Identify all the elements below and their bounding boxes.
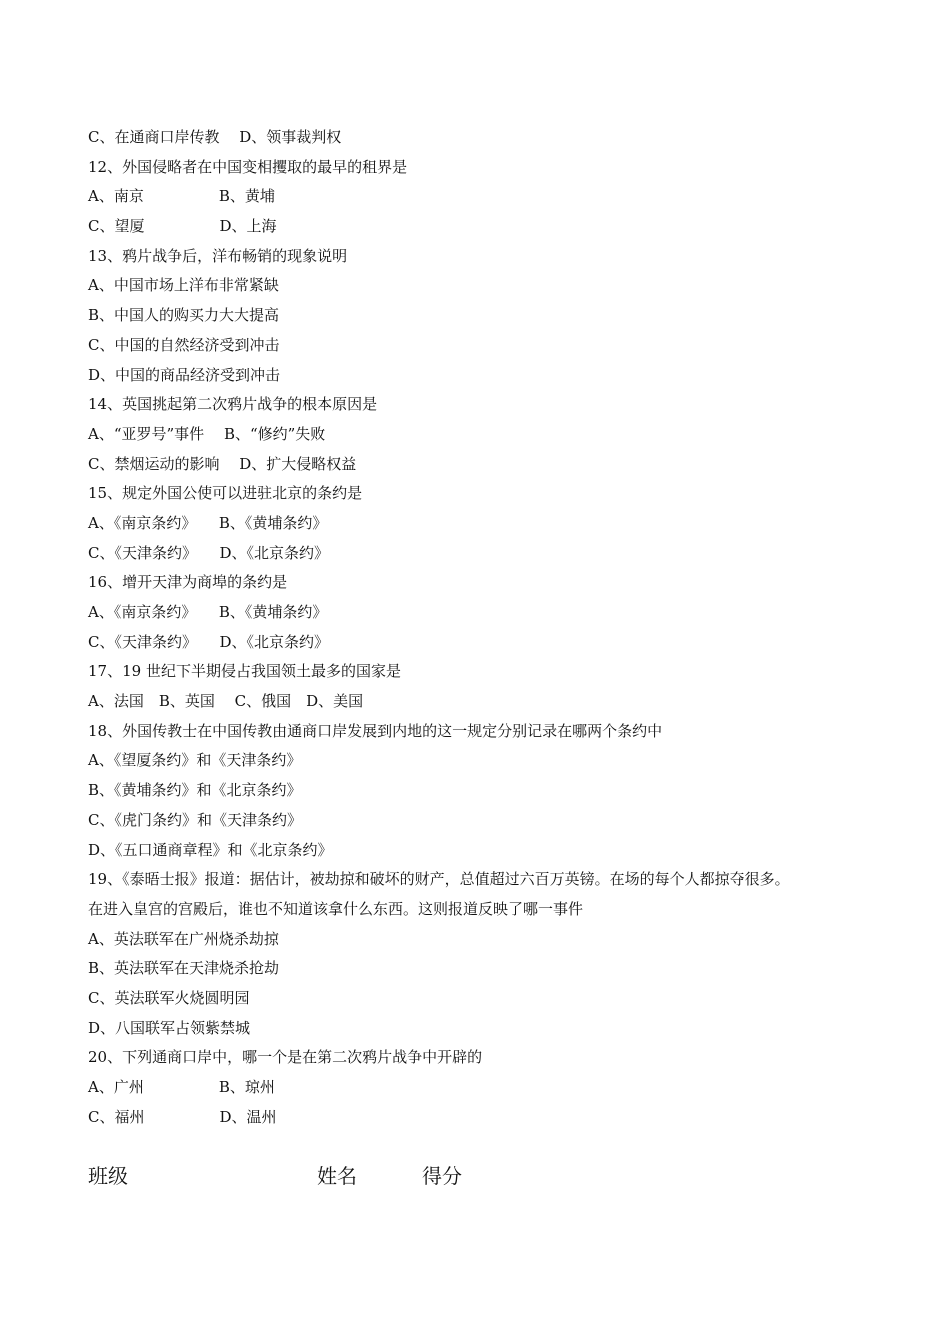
option-line: C、《天津条约》 D、《北京条约》 xyxy=(88,632,330,651)
question-19-continued: 在进入皇宫的宫殿后，谁也不知道该拿什么东西。这则报道反映了哪一事件 xyxy=(88,899,584,918)
option-line: A、广州 B、琼州 xyxy=(88,1078,275,1096)
question-16: 16、增开天津为商埠的条约是 xyxy=(88,573,288,592)
question-14: 14、英国挑起第二次鸦片战争的根本原因是 xyxy=(88,395,378,414)
option-line: A、中国市场上洋布非常紧缺 xyxy=(88,276,279,295)
option-line: A、法国 B、英国 C、俄国 D、美国 xyxy=(88,692,364,711)
question-17: 17、19 世纪下半期侵占我国领土最多的国家是 xyxy=(88,662,401,681)
question-12: 12、外国侵略者在中国变相攫取的最早的租界是 xyxy=(88,157,408,176)
option-line: C、《天津条约》 D、《北京条约》 xyxy=(88,543,330,562)
score-label: 得分 xyxy=(422,1164,462,1188)
option-line: B、中国人的购买力大大提高 xyxy=(88,306,280,325)
question-13: 13、鸦片战争后，洋布畅销的现象说明 xyxy=(88,246,348,265)
option-line: D、中国的商品经济受到冲击 xyxy=(88,365,281,384)
option-line: A、南京 B、黄埔 xyxy=(88,187,275,206)
question-text xyxy=(88,123,910,1132)
question-18: 18、外国传教士在中国传教由通商口岸发展到内地的这一规定分别记录在哪两个条约中 xyxy=(88,721,663,740)
option-line: A、《南京条约》 B、《黄埔条约》 xyxy=(88,603,328,621)
question-20: 20、下列通商口岸中，哪一个是在第二次鸦片战争中开辟的 xyxy=(88,1048,483,1067)
option-line: B、《黄埔条约》和《北京条约》 xyxy=(88,781,302,800)
option-line: C、望厦 D、上海 xyxy=(88,217,277,236)
option-line: C、禁烟运动的影响 D、扩大侵略权益 xyxy=(88,454,357,473)
option-line: A、《望厦条约》和《天津条约》 xyxy=(88,751,302,770)
option-line: C、中国的自然经济受到冲击 xyxy=(88,335,280,354)
class-label: 班级 xyxy=(88,1164,128,1188)
option-line: B、英法联军在天津烧杀抢劫 xyxy=(88,959,280,978)
option-line: D、《五口通商章程》和《北京条约》 xyxy=(88,840,333,859)
option-line: A、英法联军在广州烧杀劫掠 xyxy=(88,929,279,948)
option-line: D、八国联军占领紫禁城 xyxy=(88,1018,251,1037)
option-line: A、“亚罗号”事件 B、“修约”失败 xyxy=(88,424,326,443)
option-line: C、福州 D、温州 xyxy=(88,1107,277,1126)
question-15: 15、规定外国公使可以进驻北京的条约是 xyxy=(88,484,363,503)
option-line: A、《南京条约》 B、《黄埔条约》 xyxy=(88,513,328,532)
question-19: 19、《泰晤士报》报道：据估计，被劫掠和破坏的财产，总值超过六百万英镑。在场的每个人都掠夺很多。 xyxy=(88,870,790,889)
text-line: C、在通商口岸传教 D、领事裁判权 xyxy=(88,128,342,146)
option-line: C、《虎门条约》和《天津条约》 xyxy=(88,810,302,829)
name-label: 姓名 xyxy=(317,1164,357,1188)
option-line: C、英法联军火烧圆明园 xyxy=(88,988,250,1007)
